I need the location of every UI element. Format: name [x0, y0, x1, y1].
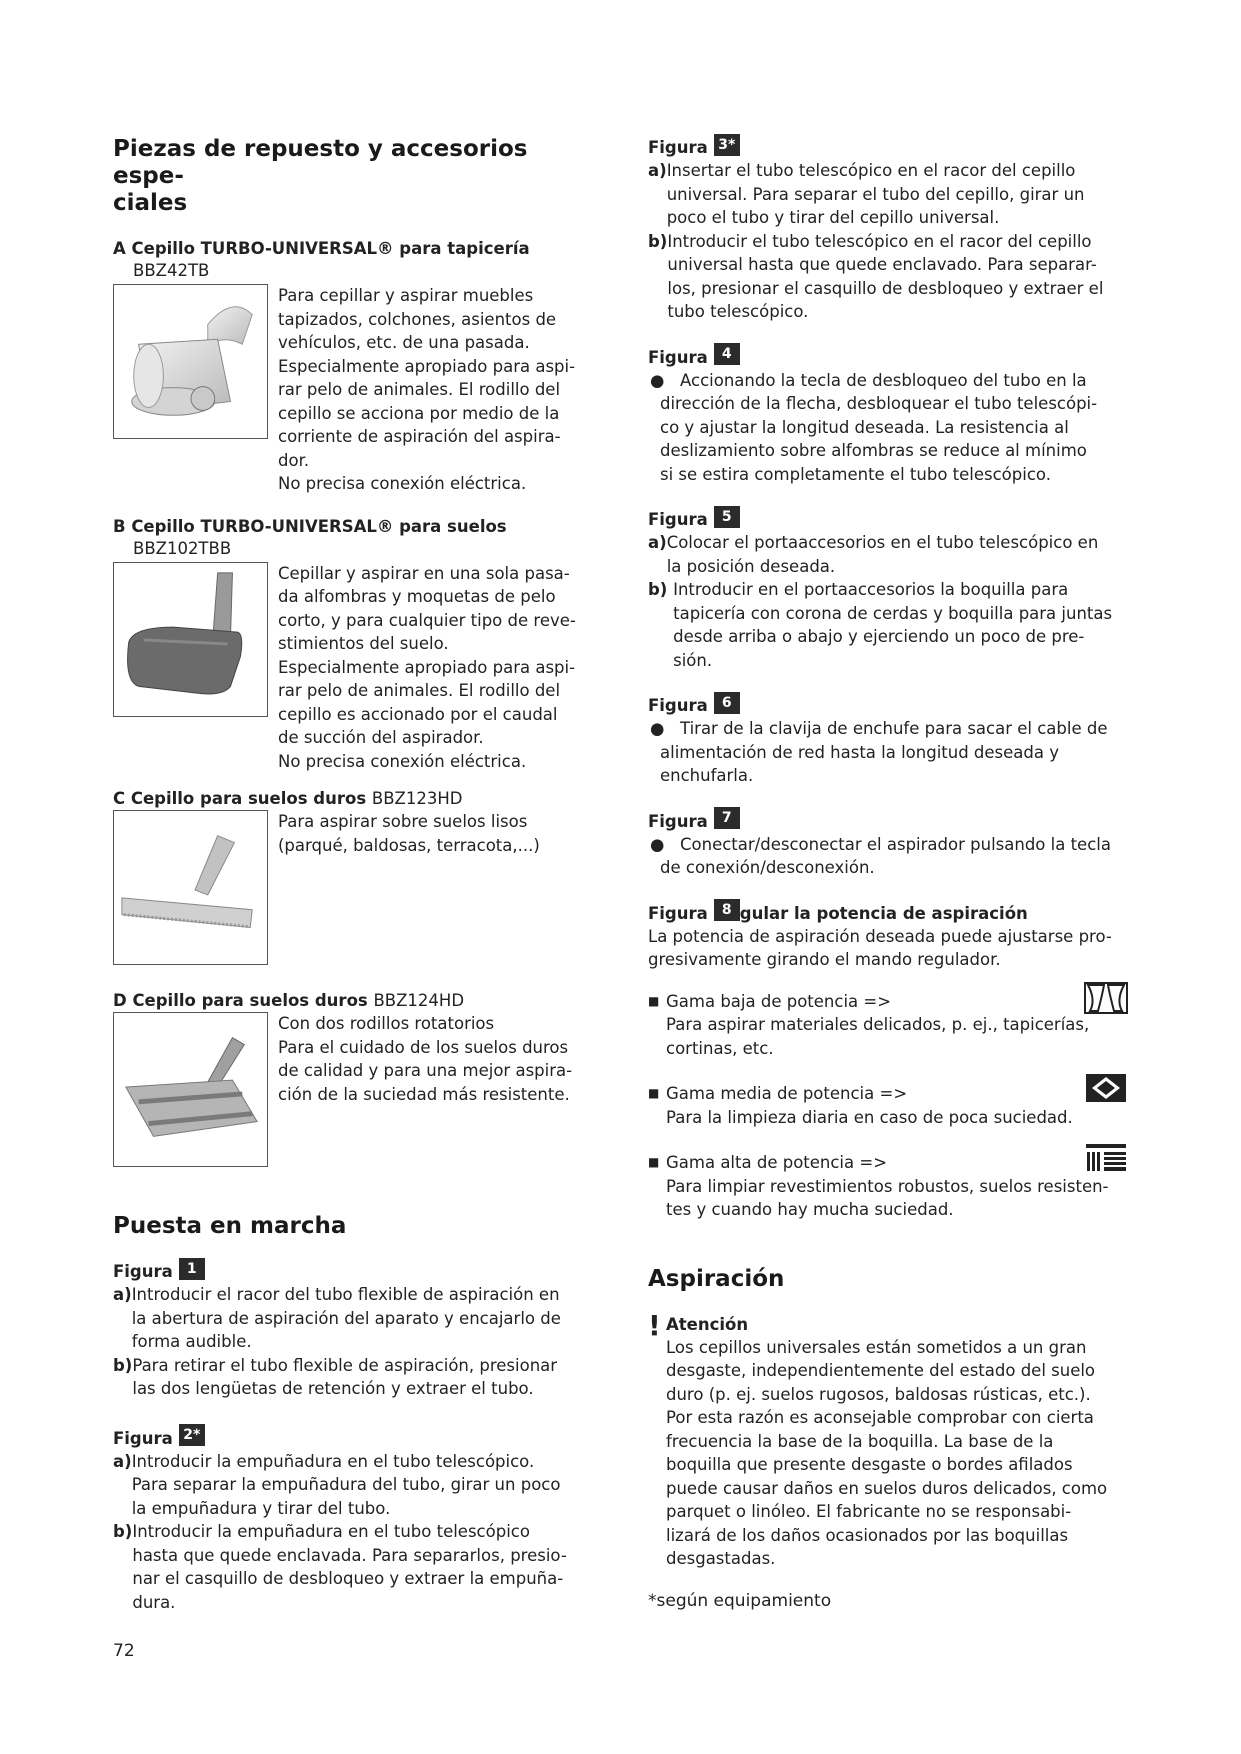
- left-column: [113, 136, 593, 1614]
- figure-1-block: [113, 1260, 593, 1401]
- figure-8-label: Figura 8 gular la potencia de aspiración: [648, 902, 1138, 925]
- figure-1-step-b: b) Para retirar el tubo flexible de aspiración, presionar las dos lengüetas de retención y extraer el tubo.: [113, 1355, 558, 1398]
- figure-1-number: 1: [179, 1258, 205, 1280]
- section-heading-spare-parts: Piezas de repuesto y accesorios espe- ciales: [113, 136, 528, 216]
- figure-8-number: 8: [714, 899, 740, 921]
- accessory-a-title: A Cepillo TURBO-UNIVERSAL® para tapicería: [113, 239, 530, 258]
- figure-3-label: Figura 3*: [648, 136, 1138, 159]
- figure-1-step-a: a) Introducir el racor del tubo flexible de aspiración en la abertura de aspiración del aparato y encajarlo de forma audible.: [113, 1285, 561, 1351]
- figure-2-label: Figura 2*: [113, 1427, 593, 1450]
- figure-4-bullet: ● Accionando la tecla de desbloqueo del tubo en la dirección de la flecha, desbloquear el tubo telescópi- co y ajustar la longitud deseada. La resistencia al deslizamiento sobre alfombras se reduce al mínimo si se estira completamente el tubo telescópico.: [650, 370, 1098, 484]
- power-level-low: ■ Gama baja de potencia => Para aspirar materiales delicados, p. ej., tapicerías, cortinas, etc.: [648, 990, 1138, 1061]
- figure-7-number: 7: [714, 807, 740, 829]
- figure-7-block: [648, 810, 1138, 880]
- accessory-c: [113, 787, 593, 965]
- attention-block: ! Atención Los cepillos universales están sometidos a un gran desgaste, independientemente del estado del suelo duro (p. ej. suelos rugosos, baldosas rústicas, etc.). Por esta razón es aconsejable comprobar con cierta frecuencia la base de la boquilla. La base de la boquilla que presente desgaste o bordes afilados puede causar daños en suelos duros delicados, como parquet o linóleo. El fabricante no se responsabi- lizará de los daños ocasionados por las boquillas desgastadas.: [648, 1313, 1138, 1571]
- figure-5-label: Figura 5: [648, 508, 1138, 531]
- figure-4-block: [648, 346, 1138, 487]
- figure-2-step-a: a) Introducir la empuñadura en el tubo telescópico. Para separar la empuñadura del tubo, girar un poco la empuñadura y tirar del tubo.: [113, 1451, 561, 1518]
- attention-title: Atención: [666, 1314, 749, 1334]
- figure-2-step-b: b) Introducir la empuñadura en el tubo telescópico hasta que quede enclavada. Para separarlos, presio- nar el casquillo de desbloqueo y extraer la empuña- dura.: [113, 1522, 567, 1612]
- hard-floor-brush-icon: [113, 810, 268, 965]
- right-column: [648, 136, 1138, 1613]
- figure-2-block: [113, 1427, 593, 1615]
- figure-1-label: Figura 1: [113, 1260, 593, 1283]
- figure-6-number: 6: [714, 692, 740, 714]
- figure-6-label: Figura 6: [648, 694, 1138, 717]
- figure-7-label: Figura 7: [648, 810, 1138, 833]
- figure-4-label: Figura 4: [648, 346, 1138, 369]
- figure-6-block: [648, 694, 1138, 788]
- figure-7-bullet: ● Conectar/desconectar el aspirador pulsando la tecla de conexión/desconexión.: [650, 834, 1111, 877]
- figure-3-number: 3*: [714, 134, 740, 156]
- accessory-b-model: BBZ102TBB: [133, 538, 232, 558]
- turbo-upholstery-brush-icon: [113, 284, 268, 439]
- power-level-medium: ■ Gama media de potencia => Para la limpieza diaria en caso de poca suciedad.: [648, 1082, 1138, 1129]
- figure-3-block: [648, 136, 1138, 324]
- curtains-icon: [1084, 982, 1128, 1014]
- figure-5-step-a: a) Colocar el portaaccesorios en el tubo telescópico en la posición deseada.: [648, 533, 1099, 576]
- figure-3-step-a: a) Insertar el tubo telescópico en el racor del cepillo universal. Para separar el tubo del cepillo, girar un poco el tubo y tirar del cepillo universal.: [648, 161, 1085, 227]
- accessory-b: [113, 515, 593, 774]
- accessory-d: [113, 989, 593, 1167]
- figure-8-intro-1: La potencia de aspiración deseada puede ajustarse pro-: [648, 926, 1112, 946]
- turbo-floor-brush-icon: [113, 562, 268, 717]
- carpet-floor-icon: [1084, 1141, 1128, 1173]
- accessory-b-description: Cepillar y aspirar en una sola pasa- da alfombras y moquetas de pelo corto, y para cualquier tipo de reve- stimientos del suelo. Especialmente apropiado para aspi- rar pelo de animales. El rodillo del cepillo es accionado por el caudal de succión del aspirador. No precisa conexión eléctrica.: [278, 563, 576, 771]
- accessory-b-title: B Cepillo TURBO-UNIVERSAL® para suelos: [113, 516, 507, 536]
- section-heading-vacuuming: Aspiración: [648, 1265, 785, 1292]
- section-heading-start-up: Puesta en marcha: [113, 1213, 347, 1239]
- accessory-c-title: C Cepillo para suelos duros BBZ123HD: [113, 789, 463, 808]
- figure-5-block: [648, 508, 1138, 672]
- figure-2-number: 2*: [179, 1424, 205, 1446]
- figure-5-number: 5: [714, 506, 740, 528]
- warning-icon: !: [648, 1308, 661, 1342]
- accessory-a-model: BBZ42TB: [133, 261, 210, 280]
- hard-floor-roller-brush-icon: [113, 1012, 268, 1167]
- page-number: 72: [113, 1641, 135, 1661]
- power-level-high: ■ Gama alta de potencia => Para limpiar revestimientos robustos, suelos resisten- tes y cuando hay mucha suciedad.: [648, 1151, 1138, 1222]
- figure-4-number: 4: [714, 343, 740, 365]
- accessory-d-description: Con dos rodillos rotatorios Para el cuidado de los suelos duros de calidad y para una mejor aspira- ción de la suciedad más resistente.: [278, 1014, 573, 1104]
- accessory-a: [113, 237, 593, 496]
- figure-8-block: [648, 902, 1138, 1222]
- figure-3-step-b: b) Introducir el tubo telescópico en el racor del cepillo universal hasta que quede enclavado. Para separar- los, presionar el casquillo de desbloqueo y extraer el tubo telescópico.: [648, 231, 1104, 321]
- footnote: *según equipamiento: [648, 1590, 832, 1611]
- figure-6-bullet: ● Tirar de la clavija de enchufe para sacar el cable de alimentación de red hasta la longitud deseada y enchufarla.: [650, 719, 1108, 785]
- figure-8-intro-2: gresivamente girando el mando regulador.: [648, 950, 1001, 969]
- accessory-a-description: Para cepillar y aspirar muebles tapizados, colchones, asientos de vehículos, etc. de una pasada. Especialmente apropiado para aspi- rar pelo de animales. El rodillo del cepillo se acciona por medio de la corriente de aspiración del aspira- dor. No precisa conexión eléctrica.: [278, 286, 576, 493]
- rug-icon: [1084, 1072, 1128, 1104]
- accessory-c-description: Para aspirar sobre suelos lisos (parqué, baldosas, terracota,...): [278, 812, 540, 855]
- figure-5-step-b: b) Introducir en el portaaccesorios la boquilla para tapicería con corona de cerdas y boquilla para juntas desde arriba o abajo y ejerciendo un poco de pre- sión.: [648, 580, 1113, 670]
- accessory-d-title: D Cepillo para suelos duros BBZ124HD: [113, 991, 465, 1010]
